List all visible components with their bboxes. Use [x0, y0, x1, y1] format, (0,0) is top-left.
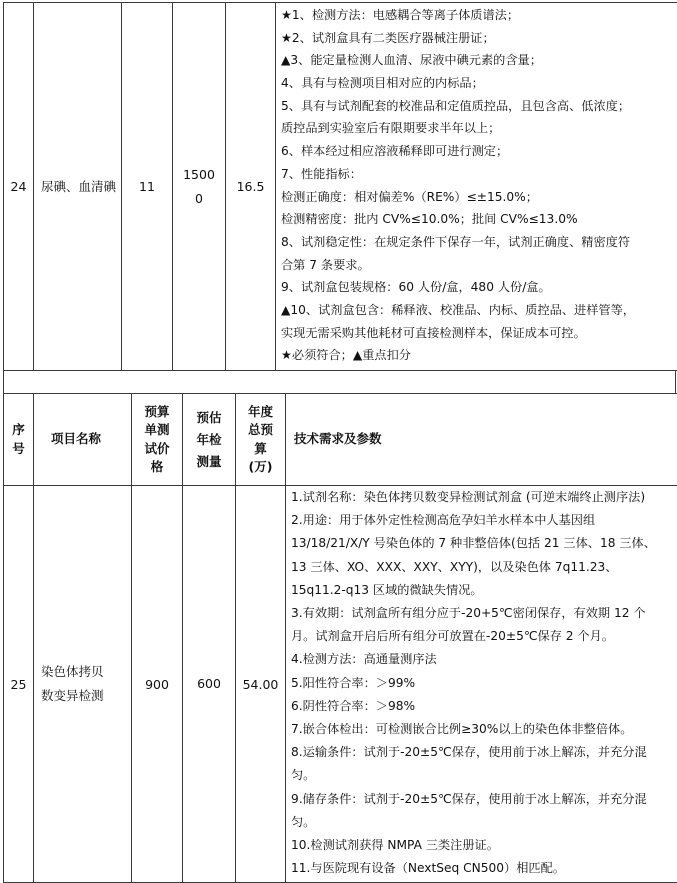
- project-name: 尿碘、血清碘: [34, 3, 122, 371]
- header-name: 项目名称: [34, 394, 132, 486]
- header-budget: 年度总预算(万): [236, 394, 286, 486]
- requirement-line: 1.试剂名称：染色体拷贝数变异检测试剂盒 (可逆末端终止测序法): [291, 490, 646, 504]
- requirement-line: 11.与医院现有设备（NextSeq CN500）相匹配。: [291, 861, 565, 876]
- table-gap: [3, 370, 676, 394]
- requirements-table-row24: [3, 2, 677, 371]
- tech-requirements: [286, 486, 677, 883]
- requirement-line: 检测正确度：相对偏差%（RE%）≤±15.0%；: [281, 189, 538, 204]
- tech-requirements: [276, 3, 677, 371]
- requirement-line: 3.有效期：试剂盒所有组分应于-20+5℃密闭保存，有效期 12 个: [291, 606, 646, 621]
- requirement-line: ★1、检测方法：电感耦合等离子体质谱法；: [281, 7, 520, 22]
- header-qty: 预估年检测量: [183, 394, 236, 486]
- requirement-line: ▲10、试剂盒包含：稀释液、校准品、内标、质控品、进样管等，: [281, 303, 635, 318]
- requirement-line: 5.阳性符合率：＞99%: [291, 675, 416, 690]
- requirement-line: 2.用途：用于体外定性检测高危孕妇羊水样本中人基因组: [291, 513, 596, 528]
- requirement-line: 13/18/21/X/Y 号染色体的 7 种非整倍体(包括 21 三体、18 三体、: [291, 536, 656, 551]
- row-number: 25: [4, 486, 34, 883]
- requirement-line: 7、性能指标：: [281, 166, 362, 181]
- requirement-line: 8.运输条件：试剂于-20±5℃保存，使用前于冰上解冻，并充分混: [291, 745, 647, 760]
- requirement-line: 9、试剂盒包装规格：60 人份/盒，480 人份/盒。: [281, 280, 551, 295]
- requirement-line: 实现无需采购其他耗材可直接检测样本，保证成本可控。: [281, 325, 586, 340]
- table-row: [4, 3, 677, 371]
- requirement-line: 5、具有与试剂配套的校准品和定值质控品，且包含高、低浓度；: [281, 98, 631, 113]
- requirement-line: 15q11.2-q13 区域的微缺失情况。: [291, 582, 483, 597]
- requirement-line: 7.嵌合体检出：可检测嵌合比例≥30%以上的染色体非整倍体。: [291, 722, 633, 737]
- requirement-line: 4.检测方法：高通量测序法: [291, 652, 437, 667]
- requirement-line: 检测精密度：批内 CV%≤10.0%；批间 CV%≤13.0%: [281, 212, 578, 227]
- requirement-line: 13 三体、XO、XXX、XXY、XYY)，以及染色体 7q11.23、: [291, 559, 618, 574]
- requirement-line: 合第 7 条要求。: [281, 257, 370, 272]
- requirements-table-row25: [3, 393, 677, 883]
- annual-quantity: 15000: [173, 3, 226, 371]
- requirement-line: 4、具有与检测项目相对应的内标品；: [281, 75, 484, 90]
- requirement-note: ★必须符合；▲重点扣分: [281, 348, 411, 363]
- requirement-line: 质控品到实验室后有限期要求半年以上；: [281, 121, 501, 136]
- header-tech: 技术需求及参数: [286, 394, 677, 486]
- table-header: [4, 394, 677, 486]
- requirement-line: ★2、试剂盒具有二类医疗器械注册证；: [281, 30, 495, 45]
- annual-budget: 54.00: [236, 486, 286, 883]
- requirement-line: 6.阴性符合率：＞98%: [291, 698, 416, 713]
- header-price: 预算单测试价格: [132, 394, 183, 486]
- requirement-line: ▲3、能定量检测人血清、尿液中碘元素的含量；: [281, 53, 542, 68]
- requirement-line: 9.储存条件：试剂于-20±5℃保存，使用前于冰上解冻，并充分混: [291, 791, 647, 806]
- annual-budget: 16.5: [226, 3, 276, 371]
- project-name: 染色体拷贝数变异检测: [34, 486, 132, 883]
- requirement-line: 6、样本经过相应溶液稀释即可进行测定；: [281, 144, 509, 159]
- requirement-line: 8、试剂稳定性：在规定条件下保存一年，试剂正确度、精密度符: [281, 234, 631, 249]
- row-number: 24: [4, 3, 34, 371]
- header-no: 序号: [4, 394, 34, 486]
- table-row: [4, 486, 677, 883]
- requirement-line: 匀。: [291, 814, 316, 829]
- annual-quantity: 600: [183, 486, 236, 883]
- requirement-line: 匀。: [291, 768, 316, 783]
- unit-price: 900: [132, 486, 183, 883]
- requirement-line: 10.检测试剂获得 NMPA 三类注册证。: [291, 838, 499, 853]
- unit-price: 11: [122, 3, 173, 371]
- requirement-line: 月。试剂盒开启后所有组分可放置在-20±5℃保存 2 个月。: [291, 629, 614, 644]
